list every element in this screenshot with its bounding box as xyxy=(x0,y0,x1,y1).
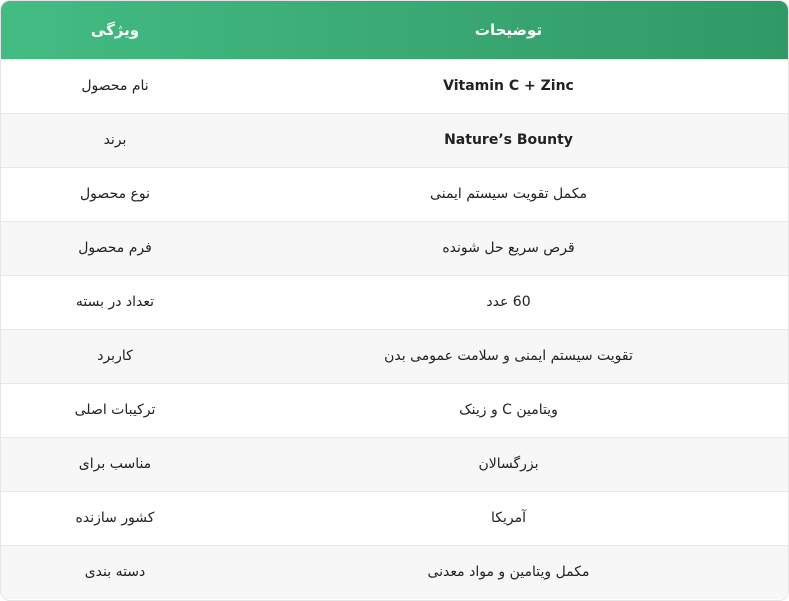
table-row xyxy=(1,437,788,491)
row-description: 60 عدد xyxy=(486,294,531,310)
table-row xyxy=(1,59,788,113)
table-row xyxy=(1,167,788,221)
header-description: توضیحات xyxy=(474,20,543,39)
row-description: Vitamin C + Zinc xyxy=(443,78,574,94)
table-row xyxy=(1,329,788,383)
row-description: ویتامین C و زینک xyxy=(459,402,558,418)
header-row xyxy=(1,1,788,59)
header-attribute: ویژگی xyxy=(90,20,140,39)
row-attribute: نوع محصول xyxy=(79,186,150,202)
row-attribute: نام محصول xyxy=(81,78,149,94)
row-description: Nature’s Bounty xyxy=(444,132,573,148)
table-row xyxy=(1,275,788,329)
row-attribute: دسته بندی xyxy=(84,564,146,581)
table-body xyxy=(1,59,788,599)
product-spec-table xyxy=(1,1,788,599)
table-row xyxy=(1,545,788,599)
table-row xyxy=(1,491,788,545)
row-attribute: تعداد در بسته xyxy=(75,294,155,310)
row-attribute: مناسب برای xyxy=(78,456,152,472)
table-row xyxy=(1,383,788,437)
row-attribute: کشور سازنده xyxy=(75,510,155,526)
row-description: قرص سریع حل شونده xyxy=(442,240,575,256)
row-attribute: ترکیبات اصلی xyxy=(74,402,156,418)
row-attribute: فرم محصول xyxy=(78,240,152,256)
row-description: بزرگسالان xyxy=(478,456,539,472)
row-description: آمریکا xyxy=(490,510,526,526)
table-row xyxy=(1,113,788,167)
table-row xyxy=(1,221,788,275)
row-description: تقویت سیستم ایمنی و سلامت عمومی بدن xyxy=(384,348,633,364)
table-header xyxy=(1,1,788,59)
row-description: مکمل تقویت سیستم ایمنی xyxy=(430,186,587,202)
row-description: مکمل ویتامین و مواد معدنی xyxy=(427,564,590,581)
row-attribute: کاربرد xyxy=(97,348,133,364)
row-attribute: برند xyxy=(103,132,127,148)
